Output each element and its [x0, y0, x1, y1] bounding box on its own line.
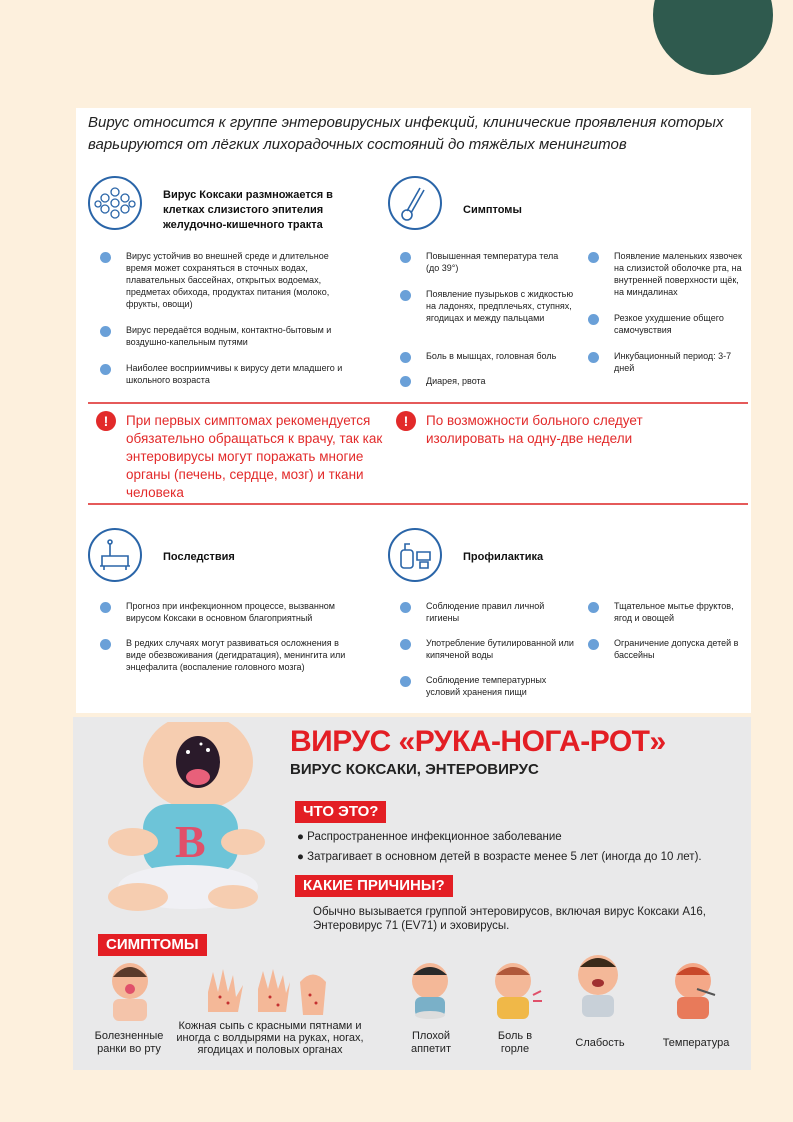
weakness-figure	[568, 949, 628, 1019]
reproduction-title: Вирус Коксаки размножается в клетках слизистого эпителия желудочно-кишечного тракта	[163, 189, 333, 231]
bullet-dot	[400, 290, 411, 301]
divider	[88, 402, 748, 404]
sore-throat-figure	[485, 957, 545, 1022]
bullet-dot	[100, 326, 111, 337]
symptom-label: Температура	[662, 1037, 730, 1049]
exclamation-icon: !	[96, 411, 116, 431]
list-item: Резкое ухудшение общего самочувствия	[614, 313, 724, 335]
symptom-label: Плохой аппетит	[410, 1030, 451, 1055]
bullet-dot	[400, 639, 411, 650]
poster-panel	[73, 717, 751, 1070]
bullet-dot	[400, 352, 411, 363]
bullet-dot	[100, 252, 111, 263]
list-item: Употребление бутилированной или кипяченой воды	[426, 638, 574, 660]
bullet-dot	[588, 639, 599, 650]
bullet-dot	[400, 252, 411, 263]
bullet-dot	[100, 364, 111, 375]
skin-rash-figure	[198, 967, 328, 1017]
causes-tag: КАКИЕ ПРИЧИНЫ?	[295, 875, 453, 897]
symptom-label: Болезненные ранки во рту	[94, 1030, 164, 1055]
bullet-dot	[400, 676, 411, 687]
warning-text: По возможности больного следует изолировать на одну-две недели	[426, 413, 643, 446]
list-item: Тщательное мытье фруктов, ягод и овощей	[614, 601, 734, 623]
list-item: Ограничение допуска детей в бассейны	[614, 638, 739, 660]
list-item: Прогноз при инфекционном процессе, вызванном вирусом Коксаки в основном благоприятный	[126, 601, 335, 623]
list-item: В редких случаях могут развиваться осложнения в виде обезвоживания (дегидратация), менингита или энцефалита (воспаление головного мозга)	[126, 638, 346, 672]
list-item: Инкубационный период: 3-7 дней	[614, 351, 732, 373]
bullet-dot	[588, 602, 599, 613]
bullet-dot	[400, 376, 411, 387]
causes-text: Обычно вызывается группой энтеровирусов, включая вирус Коксаки А16, Энтеровирус 71 (EV71) и эховирусы.	[313, 906, 706, 932]
virus-icon	[88, 176, 142, 230]
symptom-label: Кожная сыпь с красными пятнами и иногда с волдырями на руках, ногах, ягодицах и половых органах	[176, 1020, 364, 1056]
intro-text: Вирус относится к группе энтеровирусных инфекций, клинические проявления которых варьируются от лёгких лихорадочных состояний до тяжёлых менингитов	[88, 114, 724, 153]
bullet-dot	[100, 602, 111, 613]
bullet-dot	[588, 314, 599, 325]
what-tag: ЧТО ЭТО?	[295, 801, 386, 823]
divider	[88, 503, 748, 505]
sore-mouth-figure	[103, 957, 158, 1022]
symptom-label: Слабость	[575, 1037, 625, 1049]
list-item: Появление маленьких язвочек на слизистой оболочке рта, на внутренней поверхности щёк, на миндалинах	[614, 251, 742, 297]
poor-appetite-figure	[403, 957, 458, 1022]
list-item: Появление пузырьков с жидкостью на ладонях, предплечьях, ступнях, ягодицах и между пальцами	[426, 289, 574, 323]
exclamation-icon: !	[396, 411, 416, 431]
list-item: Повышенная температура тела (до 39°)	[426, 251, 559, 273]
list-item: Диарея, рвота	[426, 376, 486, 386]
list-item: Вирус устойчив во внешней среде и длительное время может сохраняться в сточных водах, плавательных бассейнах, открытых водоемах, предметах обихода, продуктах питания (молоко, фрукты, овощи)	[126, 251, 330, 309]
list-item: Соблюдение температурных условий хранения пищи	[426, 675, 547, 697]
poster-subtitle: ВИРУС КОКСАКИ, ЭНТЕРОВИРУС	[290, 761, 539, 778]
consequences-title: Последствия	[163, 551, 235, 563]
baby-letter: B	[175, 816, 206, 867]
symptoms-title: Симптомы	[463, 204, 522, 216]
info-panel	[76, 108, 751, 713]
list-item: Вирус передаётся водным, контактно-бытовым и воздушно-капельным путями	[126, 325, 332, 347]
baby-illustration	[93, 722, 288, 917]
warning-text: При первых симптомах рекомендуется обязательно обращаться к врачу, так как энтеровирусы могут поражать многие органы (печень, сердце, мозг) и ткани человека	[126, 413, 383, 500]
hygiene-icon	[388, 528, 442, 582]
bullet-item: ● Распространенное инфекционное заболевание	[297, 831, 562, 843]
bullet-dot	[588, 352, 599, 363]
bullet-dot	[400, 602, 411, 613]
list-item: Боль в мышцах, головная боль	[426, 351, 557, 361]
bullet-item: ● Затрагивает в основном детей в возрасте менее 5 лет (иногда до 10 лет).	[297, 851, 702, 863]
prevention-title: Профилактика	[463, 551, 544, 563]
bullet-dot	[588, 252, 599, 263]
hospital-bed-icon	[88, 528, 142, 582]
fever-figure	[663, 957, 723, 1022]
poster-title: ВИРУС «РУКА-НОГА-РОТ»	[290, 725, 666, 758]
symptom-label: Боль в горле	[497, 1030, 533, 1055]
thermometer-icon	[388, 176, 442, 230]
decorative-circle	[653, 0, 773, 75]
bullet-dot	[100, 639, 111, 650]
list-item: Соблюдение правил личной гигиены	[426, 601, 545, 623]
symptoms-tag: СИМПТОМЫ	[98, 934, 207, 956]
list-item: Наиболее восприимчивы к вирусу дети младшего и школьного возраста	[126, 363, 343, 385]
